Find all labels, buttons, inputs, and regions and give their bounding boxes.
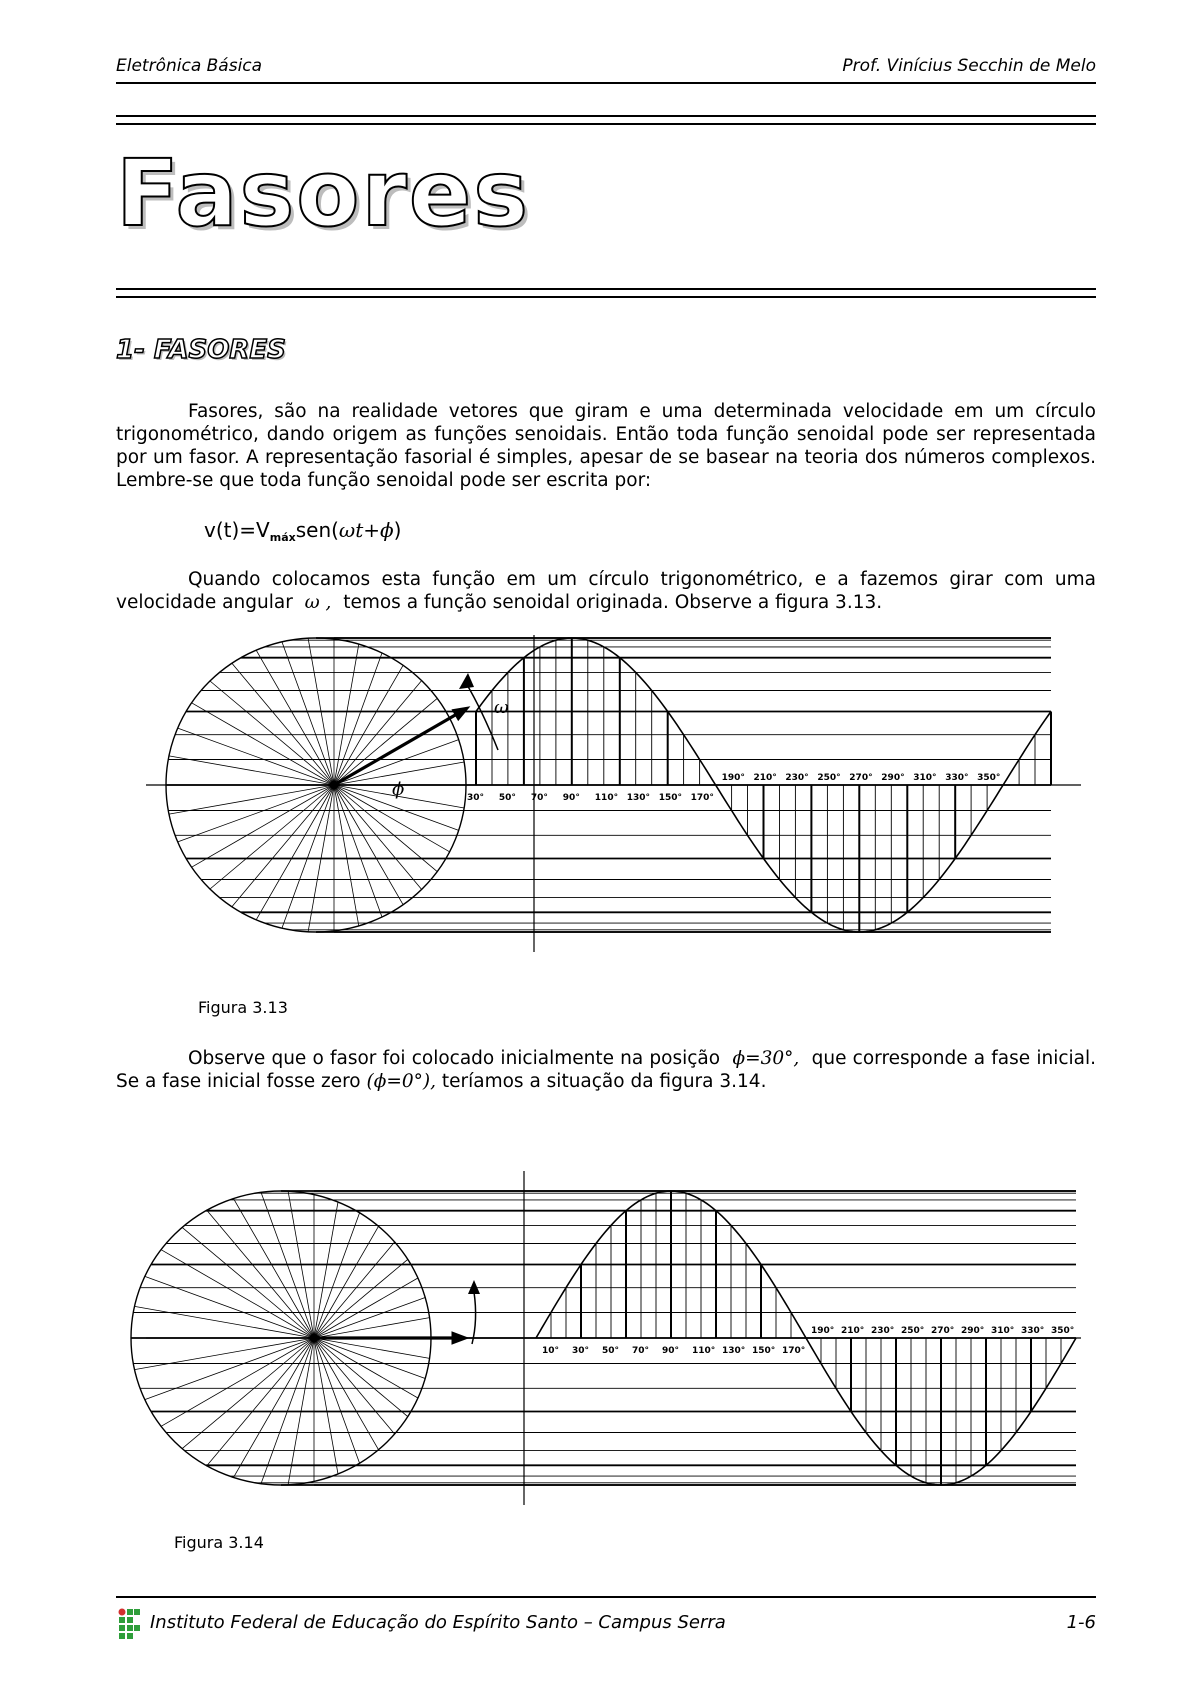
- paragraph-phase: [116, 1047, 1096, 1093]
- page-header: [116, 56, 1096, 84]
- p2-text-b: temos a função senoidal originada. Observe a figura 3.13.: [343, 592, 883, 613]
- figure-3-14-caption: Figura 3.14: [174, 1533, 264, 1552]
- phasor-origin: [310, 1334, 318, 1342]
- omega-arrow-head: [459, 673, 474, 689]
- page-footer: [116, 1596, 1096, 1634]
- tick-label-lower: 310°: [991, 1326, 1015, 1336]
- footer-page-number: 1-6: [1066, 1612, 1096, 1633]
- institute-logo-icon: [118, 1608, 140, 1640]
- tick-label-lower: 190°: [811, 1326, 835, 1336]
- tick-label-upper: 50°: [498, 793, 516, 803]
- phasor-origin: [330, 781, 338, 789]
- fig2-graphics: [131, 1171, 1081, 1505]
- tick-label-lower: 210°: [753, 773, 777, 783]
- tick-label-lower: 350°: [977, 773, 1001, 783]
- page-title: Fasores: [116, 140, 531, 247]
- tick-label-upper: 150°: [658, 793, 682, 803]
- paragraph-intro: [116, 400, 1096, 492]
- tick-label-upper: 170°: [690, 793, 714, 803]
- tick-label-upper: 130°: [626, 793, 650, 803]
- tick-label-upper: 10°: [542, 1346, 560, 1356]
- tick-label-lower: 330°: [945, 773, 969, 783]
- fig1-tick-labels: [467, 773, 1000, 803]
- tick-label-upper: 70°: [632, 1346, 650, 1356]
- footer-institution: Instituto Federal de Educação do Espírito Santo – Campus Serra: [150, 1612, 726, 1633]
- phi-label: ϕ: [392, 779, 405, 800]
- tick-label-upper: 130°: [722, 1346, 746, 1356]
- sine-formula: [204, 518, 401, 544]
- paragraph-rotation: [116, 568, 1096, 614]
- tick-label-upper: 90°: [562, 793, 580, 803]
- tick-label-lower: 230°: [785, 773, 809, 783]
- tick-label-upper: 90°: [662, 1346, 680, 1356]
- tick-label-lower: 270°: [931, 1326, 955, 1336]
- formula-rhs: sen(: [295, 518, 339, 542]
- tick-label-upper: 30°: [467, 793, 485, 803]
- phase-equation: ϕ=30°,: [732, 1048, 800, 1069]
- tick-label-upper: 110°: [692, 1346, 716, 1356]
- rotation-arrow-head: [468, 1280, 480, 1294]
- tick-label-lower: 310°: [913, 773, 937, 783]
- section-heading: 1- FASORES: [116, 335, 286, 365]
- tick-label-lower: 330°: [1021, 1326, 1045, 1336]
- tick-label-lower: 270°: [849, 773, 873, 783]
- tick-label-lower: 250°: [901, 1326, 925, 1336]
- title-rule-top: [116, 115, 1096, 125]
- figure-3-13-caption: Figura 3.13: [198, 998, 288, 1017]
- formula-lhs: v(t)=V: [204, 518, 270, 542]
- phasor-arrow-head: [452, 707, 469, 720]
- rotation-arrow: [472, 1292, 476, 1344]
- tick-label-lower: 350°: [1051, 1326, 1075, 1336]
- header-author: Prof. Vinícius Secchin de Melo: [842, 56, 1096, 76]
- figure-3-13: [116, 635, 1096, 980]
- p3-text-b: que corresponde a fase inicial. Se a fase inicial fosse zero: [116, 1048, 1097, 1092]
- formula-arg: ωt+ϕ: [338, 518, 394, 542]
- p2-text-a: Quando colocamos esta função em um círculo trigonométrico, e a fazemos girar com uma velocidade angular: [116, 569, 1096, 613]
- tick-label-lower: 210°: [841, 1326, 865, 1336]
- tick-label-upper: 110°: [594, 793, 619, 803]
- p3-text-a: Observe que o fasor foi colocado inicialmente na posição: [188, 1048, 721, 1069]
- tick-label-lower: 190°: [721, 773, 745, 783]
- tick-label-lower: 230°: [871, 1326, 895, 1336]
- omega-label: ω: [494, 697, 509, 718]
- tick-label-upper: 30°: [572, 1346, 590, 1356]
- p3-text-c: teríamos a situação da figura 3.14.: [441, 1071, 767, 1092]
- tick-label-upper: 150°: [752, 1346, 776, 1356]
- tick-label-lower: 250°: [817, 773, 841, 783]
- tick-label-lower: 290°: [881, 773, 905, 783]
- phase-zero-equation: (ϕ=0°),: [366, 1071, 436, 1092]
- tick-label-upper: 50°: [602, 1346, 620, 1356]
- phasor-arrow-head: [452, 1332, 468, 1344]
- tick-label-lower: 290°: [961, 1326, 985, 1336]
- page: [116, 0, 1096, 1698]
- title-rule-bottom: [116, 288, 1096, 298]
- formula-sub: máx: [269, 531, 296, 544]
- omega-symbol: ω ,: [304, 592, 332, 613]
- header-course: Eletrônica Básica: [116, 56, 263, 76]
- paragraph-intro-text: Fasores, são na realidade vetores que giram e uma determinada velocidade em um círculo trigonométrico, dando origem as funções senoidais. Então toda função senoidal pode ser representada por um fasor. A representação fasorial é simples, apesar de se basear na teoria dos números complexos. Lembre-se que toda função senoidal pode ser escrita por:: [116, 401, 1096, 491]
- tick-label-upper: 170°: [782, 1346, 806, 1356]
- formula-close: ): [393, 518, 402, 542]
- tick-label-upper: 70°: [530, 793, 548, 803]
- figure-3-14: [116, 1170, 1096, 1515]
